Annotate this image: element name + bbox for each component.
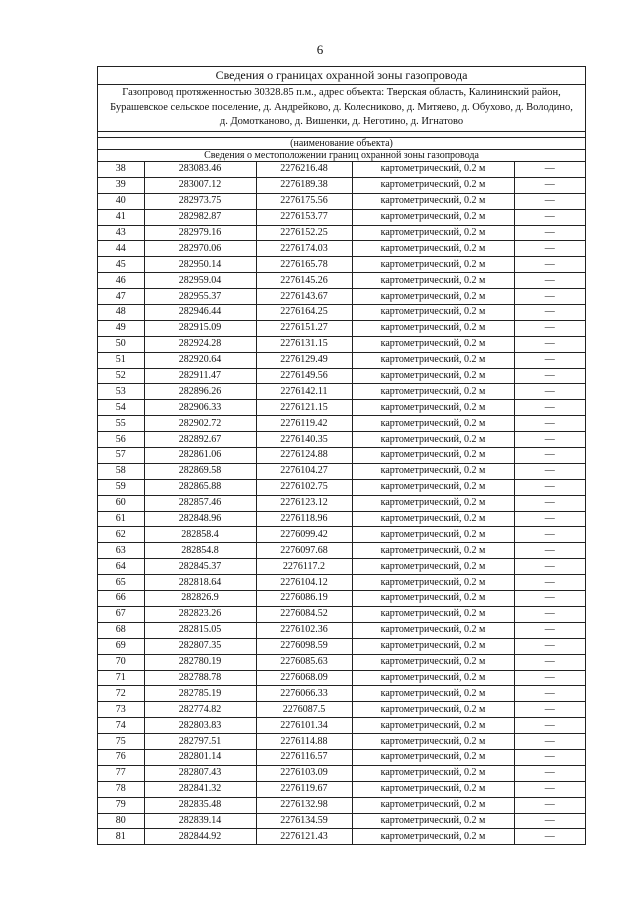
- description-cell: —: [514, 384, 585, 400]
- x-coordinate-cell: 282807.35: [144, 638, 256, 654]
- x-coordinate-cell: 282973.75: [144, 193, 256, 209]
- x-coordinate-cell: 282902.72: [144, 416, 256, 432]
- x-coordinate-cell: 282892.67: [144, 432, 256, 448]
- table-row: [98, 718, 585, 734]
- description-cell: —: [514, 670, 585, 686]
- point-number-cell: 58: [98, 463, 144, 479]
- y-coordinate-cell: 2276175.56: [256, 193, 352, 209]
- y-coordinate-cell: 2276068.09: [256, 670, 352, 686]
- x-coordinate-cell: 282970.06: [144, 241, 256, 257]
- table-row: [98, 400, 585, 416]
- method-accuracy-cell: картометрический, 0.2 м: [352, 559, 514, 575]
- method-accuracy-cell: картометрический, 0.2 м: [352, 384, 514, 400]
- x-coordinate-cell: 282865.88: [144, 479, 256, 495]
- y-coordinate-cell: 2276102.75: [256, 479, 352, 495]
- description-cell: —: [514, 527, 585, 543]
- y-coordinate-cell: 2276084.52: [256, 606, 352, 622]
- x-coordinate-cell: 282835.48: [144, 797, 256, 813]
- table-row: [98, 559, 585, 575]
- table-row: [98, 781, 585, 797]
- description-cell: —: [514, 352, 585, 368]
- method-accuracy-cell: картометрический, 0.2 м: [352, 527, 514, 543]
- point-number-cell: 53: [98, 384, 144, 400]
- y-coordinate-cell: 2276142.11: [256, 384, 352, 400]
- description-cell: —: [514, 575, 585, 591]
- y-coordinate-cell: 2276119.42: [256, 416, 352, 432]
- x-coordinate-cell: 282823.26: [144, 606, 256, 622]
- x-coordinate-cell: 282839.14: [144, 813, 256, 829]
- table-row: [98, 273, 585, 289]
- method-accuracy-cell: картометрический, 0.2 м: [352, 416, 514, 432]
- y-coordinate-cell: 2276099.42: [256, 527, 352, 543]
- method-accuracy-cell: картометрический, 0.2 м: [352, 718, 514, 734]
- description-cell: —: [514, 162, 585, 178]
- object-description-line: Бурашевское сельское поселение, д. Андрейково, д. Колесниково, д. Митяево, д. Обухово, д. Володино,: [110, 101, 573, 113]
- description-cell: —: [514, 273, 585, 289]
- point-number-cell: 73: [98, 702, 144, 718]
- point-number-cell: 81: [98, 829, 144, 844]
- description-cell: —: [514, 543, 585, 559]
- method-accuracy-cell: картометрический, 0.2 м: [352, 193, 514, 209]
- point-number-cell: 74: [98, 718, 144, 734]
- y-coordinate-cell: 2276140.35: [256, 432, 352, 448]
- description-cell: —: [514, 702, 585, 718]
- x-coordinate-cell: 282920.64: [144, 352, 256, 368]
- point-number-cell: 62: [98, 527, 144, 543]
- description-cell: —: [514, 177, 585, 193]
- y-coordinate-cell: 2276189.38: [256, 177, 352, 193]
- x-coordinate-cell: 282869.58: [144, 463, 256, 479]
- table-row: [98, 686, 585, 702]
- x-coordinate-cell: 282915.09: [144, 320, 256, 336]
- method-accuracy-cell: картометрический, 0.2 м: [352, 702, 514, 718]
- coordinates-table: [98, 161, 585, 844]
- table-row: [98, 225, 585, 241]
- y-coordinate-cell: 2276103.09: [256, 765, 352, 781]
- table-row: [98, 765, 585, 781]
- y-coordinate-cell: 2276087.5: [256, 702, 352, 718]
- method-accuracy-cell: картометрический, 0.2 м: [352, 479, 514, 495]
- description-cell: —: [514, 336, 585, 352]
- y-coordinate-cell: 2276085.63: [256, 654, 352, 670]
- x-coordinate-cell: 282803.83: [144, 718, 256, 734]
- table-row: [98, 543, 585, 559]
- x-coordinate-cell: 282857.46: [144, 495, 256, 511]
- y-coordinate-cell: 2276104.27: [256, 463, 352, 479]
- method-accuracy-cell: картометрический, 0.2 м: [352, 162, 514, 178]
- y-coordinate-cell: 2276101.34: [256, 718, 352, 734]
- table-row: [98, 384, 585, 400]
- description-cell: —: [514, 305, 585, 321]
- method-accuracy-cell: картометрический, 0.2 м: [352, 305, 514, 321]
- method-accuracy-cell: картометрический, 0.2 м: [352, 591, 514, 607]
- y-coordinate-cell: 2276164.25: [256, 305, 352, 321]
- y-coordinate-cell: 2276153.77: [256, 209, 352, 225]
- table-row: [98, 829, 585, 844]
- y-coordinate-cell: 2276174.03: [256, 241, 352, 257]
- method-accuracy-cell: картометрический, 0.2 м: [352, 781, 514, 797]
- x-coordinate-cell: 282807.43: [144, 765, 256, 781]
- y-coordinate-cell: 2276102.36: [256, 622, 352, 638]
- y-coordinate-cell: 2276165.78: [256, 257, 352, 273]
- x-coordinate-cell: 282797.51: [144, 734, 256, 750]
- table-row: [98, 432, 585, 448]
- point-number-cell: 55: [98, 416, 144, 432]
- table-row: [98, 463, 585, 479]
- x-coordinate-cell: 282946.44: [144, 305, 256, 321]
- method-accuracy-cell: картометрический, 0.2 м: [352, 432, 514, 448]
- x-coordinate-cell: 282848.96: [144, 511, 256, 527]
- point-number-cell: 44: [98, 241, 144, 257]
- description-cell: —: [514, 734, 585, 750]
- method-accuracy-cell: картометрический, 0.2 м: [352, 734, 514, 750]
- description-cell: —: [514, 463, 585, 479]
- x-coordinate-cell: 282774.82: [144, 702, 256, 718]
- y-coordinate-cell: 2276116.57: [256, 749, 352, 765]
- y-coordinate-cell: 2276131.15: [256, 336, 352, 352]
- point-number-cell: 70: [98, 654, 144, 670]
- table-row: [98, 495, 585, 511]
- table-row: [98, 241, 585, 257]
- page-number: 6: [316, 42, 324, 57]
- y-coordinate-cell: 2276129.49: [256, 352, 352, 368]
- table-row: [98, 813, 585, 829]
- method-accuracy-cell: картометрический, 0.2 м: [352, 797, 514, 813]
- table-row: [98, 654, 585, 670]
- point-number-cell: 77: [98, 765, 144, 781]
- description-cell: —: [514, 193, 585, 209]
- table-row: [98, 193, 585, 209]
- table-row: [98, 575, 585, 591]
- point-number-cell: 75: [98, 734, 144, 750]
- description-cell: —: [514, 495, 585, 511]
- x-coordinate-cell: 283083.46: [144, 162, 256, 178]
- x-coordinate-cell: 282785.19: [144, 686, 256, 702]
- x-coordinate-cell: 282818.64: [144, 575, 256, 591]
- description-cell: —: [514, 559, 585, 575]
- method-accuracy-cell: картометрический, 0.2 м: [352, 638, 514, 654]
- description-cell: —: [514, 749, 585, 765]
- description-cell: —: [514, 765, 585, 781]
- y-coordinate-cell: 2276121.15: [256, 400, 352, 416]
- table-row: [98, 209, 585, 225]
- object-description-line: д. Домотканово, д. Вишенки, д. Неготино, д. Игнатово: [219, 116, 464, 127]
- point-number-cell: 43: [98, 225, 144, 241]
- x-coordinate-cell: 282801.14: [144, 749, 256, 765]
- description-cell: —: [514, 654, 585, 670]
- method-accuracy-cell: картометрический, 0.2 м: [352, 654, 514, 670]
- y-coordinate-cell: 2276145.26: [256, 273, 352, 289]
- point-number-cell: 40: [98, 193, 144, 209]
- point-number-cell: 57: [98, 448, 144, 464]
- point-number-cell: 76: [98, 749, 144, 765]
- point-number-cell: 39: [98, 177, 144, 193]
- x-coordinate-cell: 282955.37: [144, 289, 256, 305]
- point-number-cell: 61: [98, 511, 144, 527]
- y-coordinate-cell: 2276143.67: [256, 289, 352, 305]
- description-cell: —: [514, 432, 585, 448]
- point-number-cell: 69: [98, 638, 144, 654]
- table-row: [98, 527, 585, 543]
- description-cell: —: [514, 368, 585, 384]
- x-coordinate-cell: 282959.04: [144, 273, 256, 289]
- method-accuracy-cell: картометрический, 0.2 м: [352, 177, 514, 193]
- x-coordinate-cell: 282854.8: [144, 543, 256, 559]
- table-row: [98, 511, 585, 527]
- description-cell: —: [514, 718, 585, 734]
- method-accuracy-cell: картометрический, 0.2 м: [352, 289, 514, 305]
- sheet-title: Сведения о границах охранной зоны газопровода: [98, 67, 585, 85]
- point-number-cell: 78: [98, 781, 144, 797]
- method-accuracy-cell: картометрический, 0.2 м: [352, 622, 514, 638]
- method-accuracy-cell: картометрический, 0.2 м: [352, 829, 514, 844]
- point-number-cell: 65: [98, 575, 144, 591]
- table-row: [98, 320, 585, 336]
- y-coordinate-cell: 2276119.67: [256, 781, 352, 797]
- point-number-cell: 80: [98, 813, 144, 829]
- description-cell: —: [514, 416, 585, 432]
- method-accuracy-cell: картометрический, 0.2 м: [352, 749, 514, 765]
- description-cell: —: [514, 479, 585, 495]
- section-title: Сведения о местоположении границ охранной зоны газопровода: [98, 149, 585, 161]
- x-coordinate-cell: 282979.16: [144, 225, 256, 241]
- y-coordinate-cell: 2276117.2: [256, 559, 352, 575]
- x-coordinate-cell: 282861.06: [144, 448, 256, 464]
- y-coordinate-cell: 2276104.12: [256, 575, 352, 591]
- method-accuracy-cell: картометрический, 0.2 м: [352, 368, 514, 384]
- object-description: [98, 85, 585, 131]
- point-number-cell: 46: [98, 273, 144, 289]
- x-coordinate-cell: 282845.37: [144, 559, 256, 575]
- table-row: [98, 749, 585, 765]
- method-accuracy-cell: картометрический, 0.2 м: [352, 686, 514, 702]
- point-number-cell: 67: [98, 606, 144, 622]
- x-coordinate-cell: 282788.78: [144, 670, 256, 686]
- table-row: [98, 479, 585, 495]
- y-coordinate-cell: 2276118.96: [256, 511, 352, 527]
- table-row: [98, 797, 585, 813]
- point-number-cell: 54: [98, 400, 144, 416]
- y-coordinate-cell: 2276124.88: [256, 448, 352, 464]
- y-coordinate-cell: 2276149.56: [256, 368, 352, 384]
- y-coordinate-cell: 2276132.98: [256, 797, 352, 813]
- x-coordinate-cell: 282826.9: [144, 591, 256, 607]
- y-coordinate-cell: 2276098.59: [256, 638, 352, 654]
- y-coordinate-cell: 2276152.25: [256, 225, 352, 241]
- x-coordinate-cell: 282950.14: [144, 257, 256, 273]
- point-number-cell: 49: [98, 320, 144, 336]
- y-coordinate-cell: 2276216.48: [256, 162, 352, 178]
- point-number-cell: 79: [98, 797, 144, 813]
- method-accuracy-cell: картометрический, 0.2 м: [352, 257, 514, 273]
- table-row: [98, 368, 585, 384]
- y-coordinate-cell: 2276066.33: [256, 686, 352, 702]
- method-accuracy-cell: картометрический, 0.2 м: [352, 320, 514, 336]
- description-cell: —: [514, 511, 585, 527]
- y-coordinate-cell: 2276097.68: [256, 543, 352, 559]
- y-coordinate-cell: 2276121.43: [256, 829, 352, 844]
- table-row: [98, 336, 585, 352]
- x-coordinate-cell: 282911.47: [144, 368, 256, 384]
- table-row: [98, 352, 585, 368]
- method-accuracy-cell: картометрический, 0.2 м: [352, 575, 514, 591]
- point-number-cell: 52: [98, 368, 144, 384]
- table-row: [98, 734, 585, 750]
- point-number-cell: 72: [98, 686, 144, 702]
- x-coordinate-cell: 282844.92: [144, 829, 256, 844]
- x-coordinate-cell: 282858.4: [144, 527, 256, 543]
- description-cell: —: [514, 209, 585, 225]
- description-cell: —: [514, 289, 585, 305]
- method-accuracy-cell: картометрический, 0.2 м: [352, 511, 514, 527]
- table-row: [98, 162, 585, 178]
- description-cell: —: [514, 448, 585, 464]
- point-number-cell: 47: [98, 289, 144, 305]
- object-description-line: Газопровод протяженностью 30328.85 п.м., адрес объекта: Тверская область, Калининский район,: [122, 87, 561, 98]
- x-coordinate-cell: 282841.32: [144, 781, 256, 797]
- boundary-info-sheet: [97, 66, 586, 845]
- y-coordinate-cell: 2276123.12: [256, 495, 352, 511]
- point-number-cell: 71: [98, 670, 144, 686]
- method-accuracy-cell: картометрический, 0.2 м: [352, 336, 514, 352]
- point-number-cell: 64: [98, 559, 144, 575]
- point-number-cell: 56: [98, 432, 144, 448]
- description-cell: —: [514, 257, 585, 273]
- description-cell: —: [514, 829, 585, 844]
- description-cell: —: [514, 591, 585, 607]
- table-row: [98, 702, 585, 718]
- point-number-cell: 50: [98, 336, 144, 352]
- table-row: [98, 591, 585, 607]
- table-row: [98, 622, 585, 638]
- description-cell: —: [514, 638, 585, 654]
- object-caption: (наименование объекта): [98, 137, 585, 149]
- description-cell: —: [514, 781, 585, 797]
- method-accuracy-cell: картометрический, 0.2 м: [352, 813, 514, 829]
- description-cell: —: [514, 686, 585, 702]
- point-number-cell: 38: [98, 162, 144, 178]
- point-number-cell: 66: [98, 591, 144, 607]
- y-coordinate-cell: 2276134.59: [256, 813, 352, 829]
- x-coordinate-cell: 282780.19: [144, 654, 256, 670]
- description-cell: —: [514, 400, 585, 416]
- method-accuracy-cell: картометрический, 0.2 м: [352, 495, 514, 511]
- table-row: [98, 416, 585, 432]
- x-coordinate-cell: 282982.87: [144, 209, 256, 225]
- method-accuracy-cell: картометрический, 0.2 м: [352, 241, 514, 257]
- x-coordinate-cell: 282924.28: [144, 336, 256, 352]
- table-row: [98, 177, 585, 193]
- method-accuracy-cell: картометрический, 0.2 м: [352, 606, 514, 622]
- method-accuracy-cell: картометрический, 0.2 м: [352, 543, 514, 559]
- method-accuracy-cell: картометрический, 0.2 м: [352, 463, 514, 479]
- point-number-cell: 48: [98, 305, 144, 321]
- point-number-cell: 60: [98, 495, 144, 511]
- table-row: [98, 448, 585, 464]
- table-row: [98, 606, 585, 622]
- description-cell: —: [514, 606, 585, 622]
- description-cell: —: [514, 622, 585, 638]
- point-number-cell: 68: [98, 622, 144, 638]
- method-accuracy-cell: картометрический, 0.2 м: [352, 448, 514, 464]
- table-row: [98, 638, 585, 654]
- method-accuracy-cell: картометрический, 0.2 м: [352, 209, 514, 225]
- x-coordinate-cell: 282815.05: [144, 622, 256, 638]
- coordinates-table-body: [98, 162, 585, 845]
- point-number-cell: 59: [98, 479, 144, 495]
- description-cell: —: [514, 241, 585, 257]
- x-coordinate-cell: 282906.33: [144, 400, 256, 416]
- y-coordinate-cell: 2276114.88: [256, 734, 352, 750]
- y-coordinate-cell: 2276086.19: [256, 591, 352, 607]
- point-number-cell: 63: [98, 543, 144, 559]
- description-cell: —: [514, 225, 585, 241]
- description-cell: —: [514, 320, 585, 336]
- point-number-cell: 45: [98, 257, 144, 273]
- method-accuracy-cell: картометрический, 0.2 м: [352, 352, 514, 368]
- y-coordinate-cell: 2276151.27: [256, 320, 352, 336]
- method-accuracy-cell: картометрический, 0.2 м: [352, 273, 514, 289]
- table-row: [98, 670, 585, 686]
- description-cell: —: [514, 813, 585, 829]
- table-row: [98, 289, 585, 305]
- description-cell: —: [514, 797, 585, 813]
- x-coordinate-cell: 283007.12: [144, 177, 256, 193]
- method-accuracy-cell: картометрический, 0.2 м: [352, 225, 514, 241]
- x-coordinate-cell: 282896.26: [144, 384, 256, 400]
- method-accuracy-cell: картометрический, 0.2 м: [352, 765, 514, 781]
- method-accuracy-cell: картометрический, 0.2 м: [352, 670, 514, 686]
- table-row: [98, 305, 585, 321]
- point-number-cell: 51: [98, 352, 144, 368]
- method-accuracy-cell: картометрический, 0.2 м: [352, 400, 514, 416]
- table-row: [98, 257, 585, 273]
- point-number-cell: 41: [98, 209, 144, 225]
